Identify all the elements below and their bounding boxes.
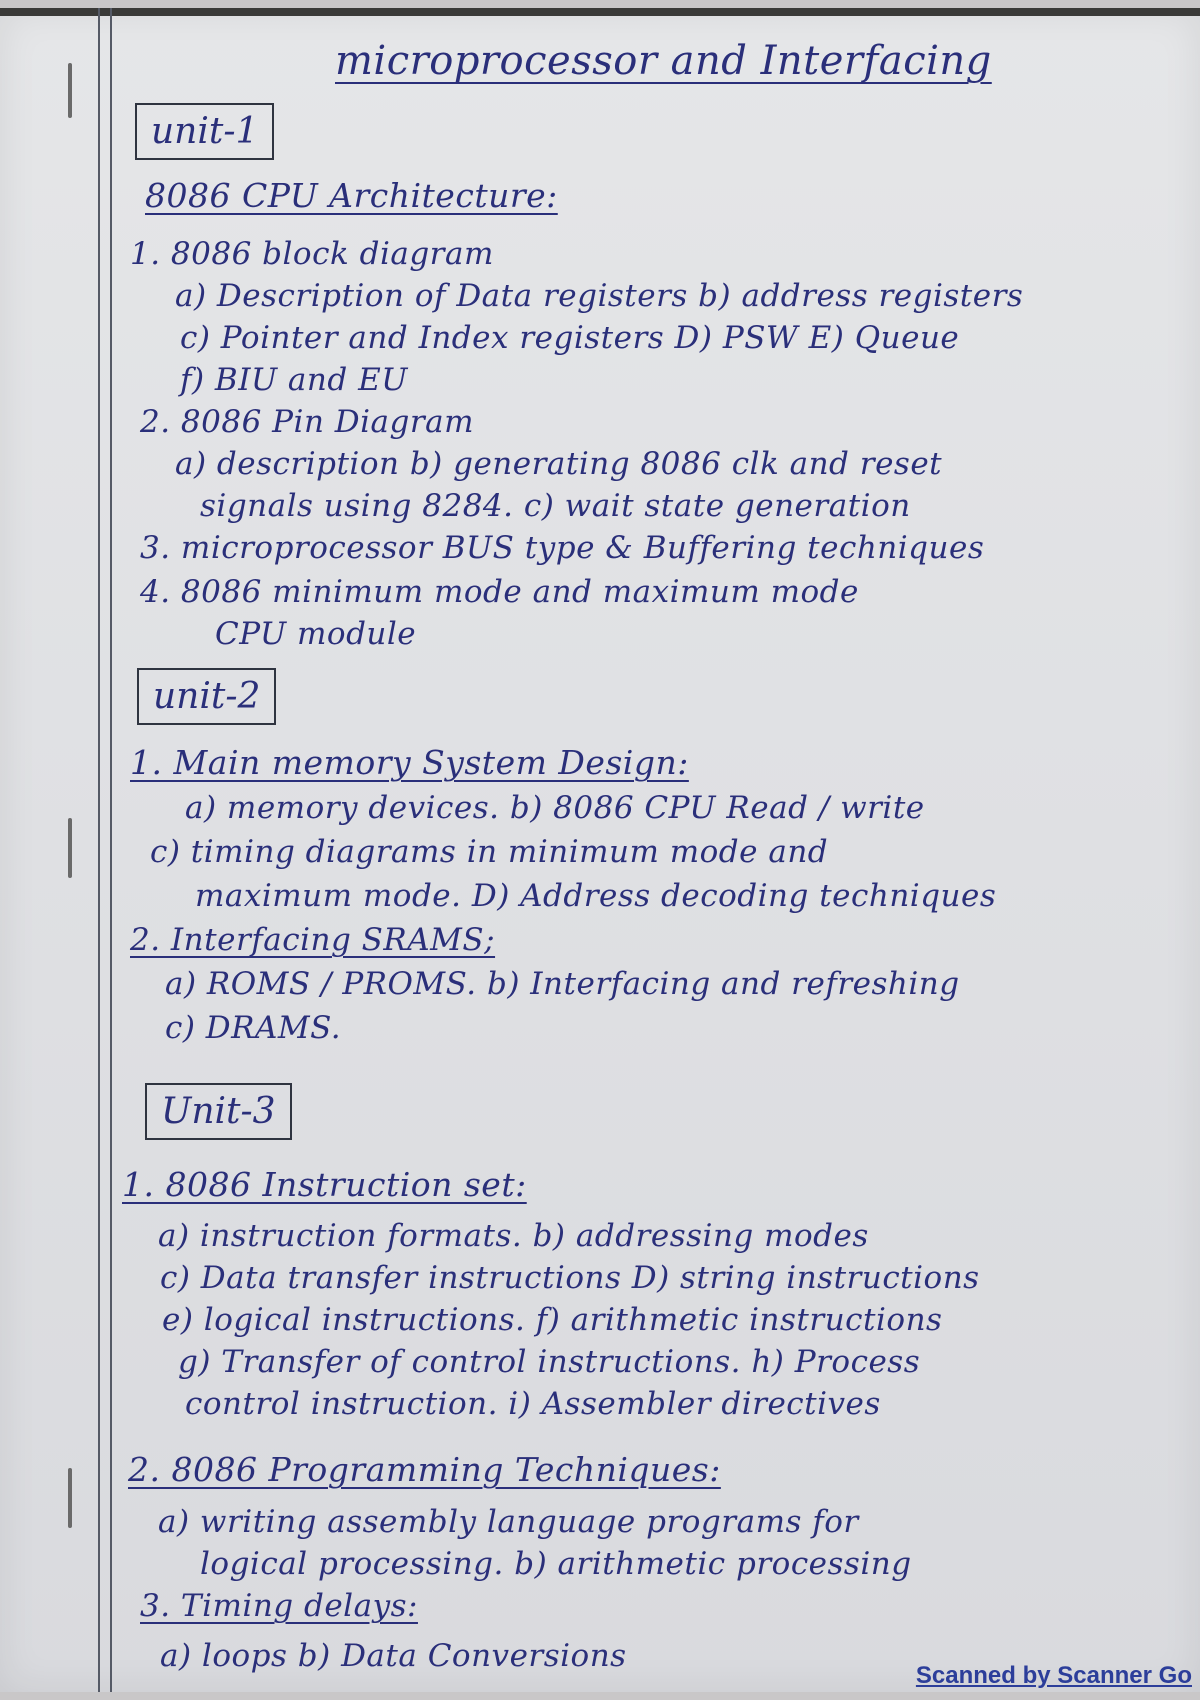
unit-3-line: control instruction. i) Assembler directives	[185, 1386, 881, 1422]
unit-2-line: c) timing diagrams in minimum mode and	[150, 834, 829, 870]
unit-2-line: 2. Interfacing SRAMS;	[130, 922, 496, 958]
unit-2-line: c) DRAMS.	[165, 1010, 342, 1046]
unit-2-label: unit-2	[137, 668, 276, 725]
unit-1-line: c) Pointer and Index registers D) PSW E) Queue	[180, 320, 960, 356]
unit-3-label: Unit-3	[145, 1083, 292, 1140]
unit-1-line: f) BIU and EU	[180, 362, 408, 398]
binding-mark	[68, 1468, 72, 1528]
unit-1-label: unit-1	[135, 103, 274, 160]
binding-mark	[68, 818, 72, 878]
unit-2-line: a) ROMS / PROMS. b) Interfacing and refreshing	[165, 966, 960, 1002]
unit-3-line: c) Data transfer instructions D) string instructions	[160, 1260, 980, 1296]
unit-3-line: 2. 8086 Programming Techniques:	[128, 1450, 721, 1489]
unit-1-line: 2. 8086 Pin Diagram	[140, 404, 475, 440]
unit-3-heading: 1. 8086 Instruction set:	[122, 1165, 527, 1204]
margin-line-right	[110, 8, 112, 1692]
unit-3-line: a) instruction formats. b) addressing modes	[158, 1218, 869, 1254]
unit-3-line: logical processing. b) arithmetic processing	[200, 1546, 912, 1582]
unit-1-line: 1. 8086 block diagram	[130, 236, 494, 272]
unit-3-line: a) writing assembly language programs for	[158, 1504, 859, 1540]
unit-1-line: CPU module	[215, 616, 417, 652]
unit-1-line: 3. microprocessor BUS type & Buffering techniques	[140, 530, 985, 566]
unit-1-heading: 8086 CPU Architecture:	[145, 176, 558, 215]
unit-2-line: maximum mode. D) Address decoding techniques	[195, 878, 997, 914]
notebook-page	[0, 8, 1200, 1692]
unit-3-line: g) Transfer of control instructions. h) Process	[178, 1344, 921, 1380]
unit-2-line: a) memory devices. b) 8086 CPU Read / write	[185, 790, 925, 826]
unit-3-line: 3. Timing delays:	[140, 1588, 418, 1624]
margin-line-left	[98, 8, 100, 1692]
page-title: microprocessor and Interfacing	[335, 38, 992, 84]
unit-1-line: a) description b) generating 8086 clk and reset	[175, 446, 943, 482]
unit-1-line: a) Description of Data registers b) address registers	[175, 278, 1024, 314]
scanner-watermark: Scanned by Scanner Go	[915, 1662, 1192, 1689]
unit-1-line: 4. 8086 minimum mode and maximum mode	[140, 574, 859, 610]
unit-2-heading: 1. Main memory System Design:	[130, 743, 689, 782]
unit-3-line: e) logical instructions. f) arithmetic instructions	[162, 1302, 943, 1338]
binding-mark	[68, 63, 72, 118]
unit-1-line: signals using 8284. c) wait state generation	[200, 488, 911, 524]
unit-3-line: a) loops b) Data Conversions	[160, 1638, 627, 1674]
page-top-edge	[0, 8, 1200, 16]
